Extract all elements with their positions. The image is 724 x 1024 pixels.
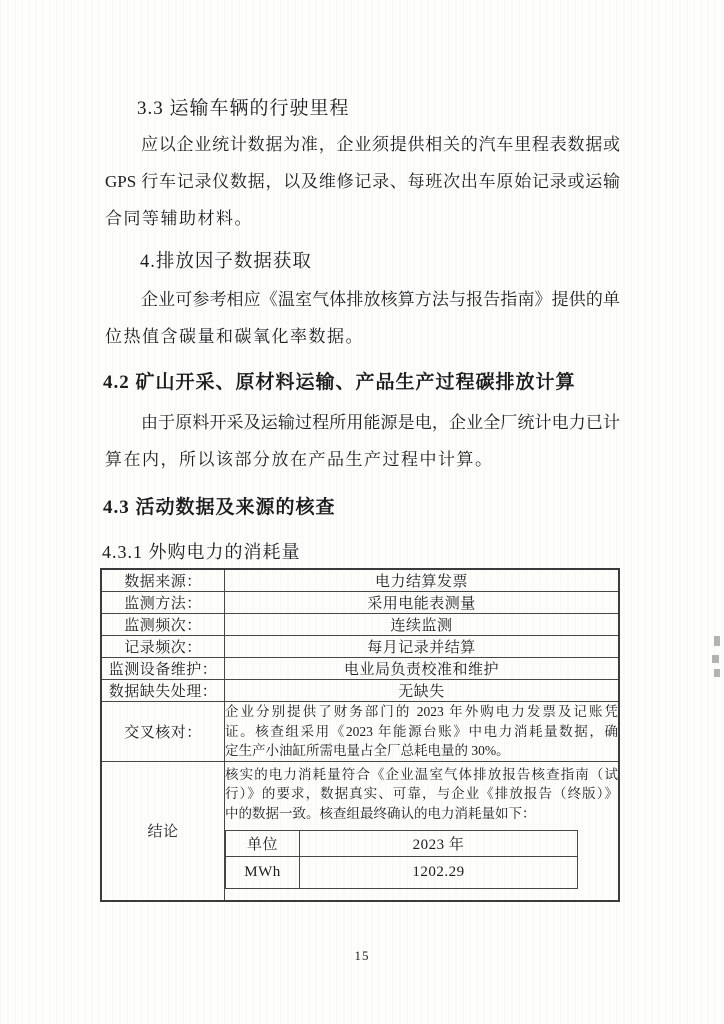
- page-number: 15: [354, 948, 370, 963]
- paragraph-vehicle-mileage: [105, 126, 620, 237]
- row-label: 监测设备维护：: [101, 658, 225, 680]
- year-header-cell: 2023 年: [300, 831, 578, 857]
- cell-line: 证。核查组采用《2023 年能源台账》中电力消耗量数据，确: [225, 723, 618, 739]
- cell-line: 企业分别提供了财务部门的 2023 年外购电力发票及记账凭: [225, 704, 618, 719]
- confirmed-consumption-table: [225, 830, 578, 889]
- section-3-3-heading: 3.3 运输车辆的行驶里程: [137, 98, 350, 119]
- section-4-3-1-heading: 4.3.1 外购电力的消耗量: [102, 542, 301, 562]
- row-value: 连续监测: [225, 614, 620, 636]
- table-row-conclusion: [101, 761, 619, 901]
- row-value: 采用电能表测量: [225, 592, 620, 614]
- section-4-heading: 4.排放因子数据获取: [140, 252, 312, 272]
- row-label: 记录频次：: [101, 636, 225, 658]
- row-value: 无缺失: [225, 680, 620, 702]
- table-row: [101, 592, 619, 614]
- cell-line: 定生产小油缸所需电量占全厂总耗电量的 30%。: [225, 743, 510, 758]
- paragraph-line: 合同等辅助材料。: [105, 209, 253, 228]
- unit-value-cell: MWh: [226, 857, 300, 889]
- row-value: 电力结算发票: [225, 569, 620, 592]
- paragraph-mining-transport: [105, 404, 620, 478]
- table-row: [101, 569, 619, 592]
- row-label: 监测方法：: [101, 592, 225, 614]
- cross-check-text: [225, 702, 620, 762]
- inner-table-value-row: [226, 857, 578, 889]
- row-label: 监测频次：: [101, 614, 225, 636]
- cell-line: 中的数据一致。核查组最终确认的电力消耗量如下：: [225, 805, 536, 821]
- row-value: 电业局负责校准和维护: [225, 658, 620, 680]
- table-row: [101, 680, 619, 702]
- unit-header-cell: 单位: [226, 831, 300, 857]
- inner-table-header-row: [226, 831, 578, 857]
- paragraph-line: 算在内，所以该部分放在产品生产过程中计算。: [105, 450, 494, 469]
- row-label: 交叉核对：: [101, 702, 225, 762]
- table-row: [101, 658, 619, 680]
- scan-artifact: [714, 669, 720, 677]
- section-4-3-heading: 4.3 活动数据及来源的核查: [103, 497, 336, 518]
- cell-line: 核实的电力消耗量符合《企业温室气体排放报告核查指南（试: [225, 766, 618, 782]
- paragraph-line: 应以企业统计数据为准，企业须提供相关的汽车里程表数据或: [141, 135, 620, 154]
- paragraph-emission-factor: [105, 281, 620, 355]
- paragraph-line: 位热值含碳量和碳氧化率数据。: [105, 327, 364, 346]
- table-row: [101, 614, 619, 636]
- amount-cell: 1202.29: [300, 857, 578, 889]
- row-label: 数据缺失处理：: [101, 680, 225, 702]
- paragraph-line: 企业可参考相应《温室气体排放核算方法与报告指南》提供的单: [141, 290, 620, 309]
- row-label: 结论: [101, 761, 225, 901]
- conclusion-text: [225, 761, 620, 901]
- paragraph-line: 由于原料开采及运输过程所用能源是电，企业全厂统计电力已计: [141, 413, 620, 432]
- verification-table: [100, 568, 620, 902]
- row-label: 数据来源：: [101, 569, 225, 592]
- section-4-2-heading: 4.2 矿山开采、原材料运输、产品生产过程碳排放计算: [103, 372, 576, 393]
- table-row: [101, 636, 619, 658]
- scan-artifact: [712, 655, 719, 663]
- cell-line: 行）》的要求，数据真实、可靠，与企业《排放报告（终版）》: [225, 786, 618, 801]
- paragraph-line: GPS 行车记录仪数据，以及维修记录、每班次出车原始记录或运输: [105, 172, 620, 191]
- table-row-cross-check: [101, 702, 619, 762]
- scan-artifact: [714, 636, 720, 646]
- row-value: 每月记录并结算: [225, 636, 620, 658]
- verification-table-container: [100, 568, 620, 902]
